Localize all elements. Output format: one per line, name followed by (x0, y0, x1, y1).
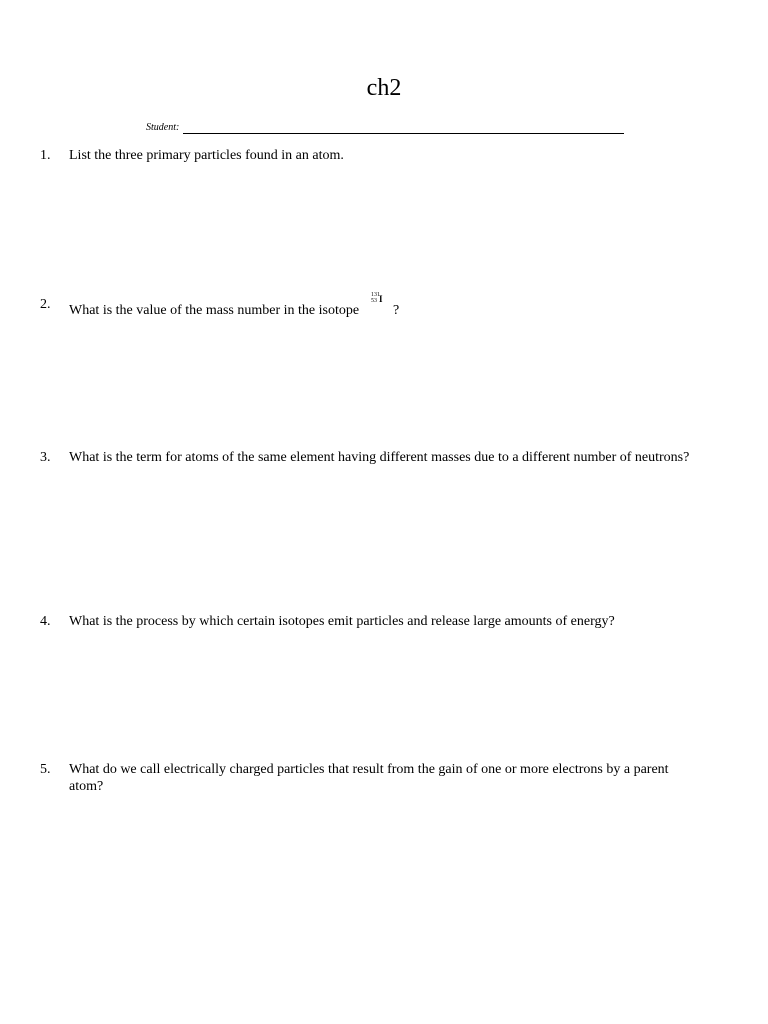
question-number: 3. (40, 450, 51, 465)
student-name-line (183, 123, 624, 134)
question-4 (40, 613, 700, 630)
question-text: List the three primary particles found in an atom. (69, 148, 344, 163)
question-text: What do we call electrically charged particles that result from the gain of one or more electrons by a parent atom? (69, 762, 669, 794)
student-name-field (146, 118, 624, 134)
page-title: ch2 (366, 75, 402, 101)
question-text-before: What is the value of the mass number in the isotope (69, 303, 360, 318)
isotope-atomic-number: 53 (371, 298, 378, 304)
question-3 (40, 449, 700, 466)
question-text: What is the process by which certain isotopes emit particles and release large amounts of energy? (69, 614, 615, 629)
question-text: What is the term for atoms of the same element having different masses due to a different number of neutrons? (69, 450, 690, 465)
question-text (69, 292, 700, 319)
isotope-notation (367, 292, 389, 319)
question-text-after: ? (393, 303, 400, 318)
question-1 (40, 147, 700, 164)
question-number: 1. (40, 148, 51, 163)
student-label: Student: (146, 122, 180, 133)
question-5 (40, 761, 700, 795)
question-number: 4. (40, 614, 51, 629)
question-number: 5. (40, 762, 51, 777)
isotope-symbol: I (379, 294, 383, 304)
question-number: 2. (40, 297, 51, 312)
question-2 (40, 292, 700, 318)
isotope-mass-number: 131 (371, 292, 381, 298)
